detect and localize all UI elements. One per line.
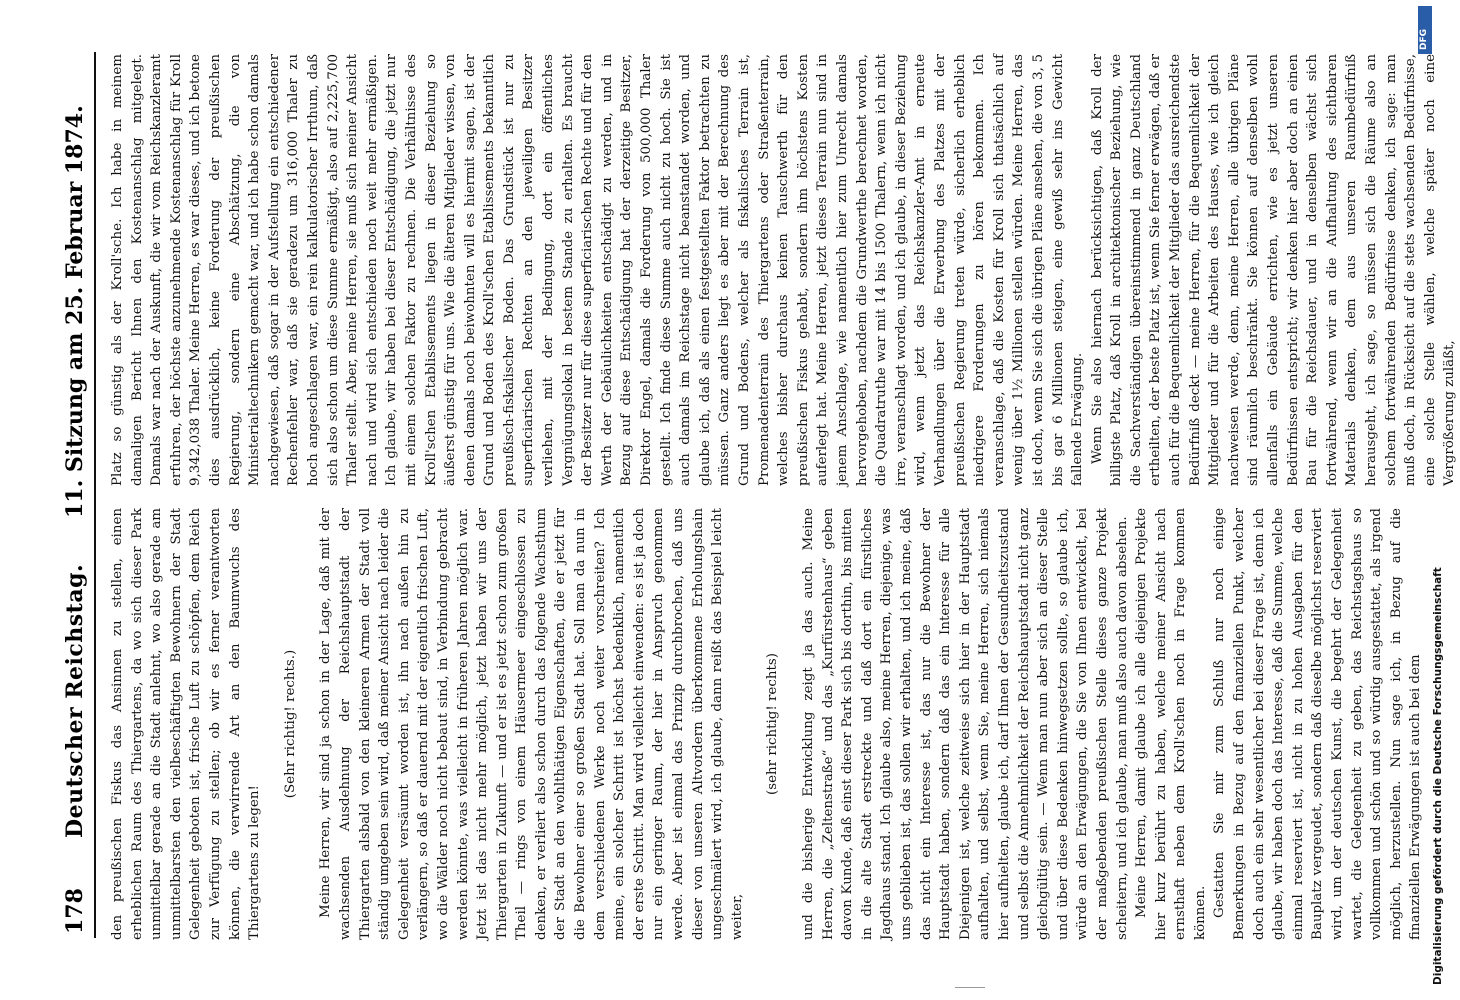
page-header [54, 52, 96, 938]
paragraph: Meine Herren, damit glaube ich alle diejenigen Projekte hier kurz berührt zu haben, welche meiner Ansicht nach ernsthaft neben dem Kroll'schen noch in Frage kommen können. [1134, 508, 1208, 940]
paragraph: Meine Herren, wir sind ja schon in der Lage, daß mit der wachsenden Ausdehnung der Reichshauptstadt der Thiergarten alsbald von den kleineren Armen der Stadt voll ständig umgeben sein wird, daß meiner Ansicht nach leider die Gelegenheit versäumt worden ist, ihn nach außen hin zu verlängern, so daß er dauernd mit der eigentlich frischen Luft, wo die Wälder noch nicht bebaut sind, in Verbindung gebracht werden könnte, was vielleicht in früheren Jahren möglich war. Jetzt ist das nicht mehr möglich, jetzt haben wir uns der Thiergarten in Zukunft — und er ist es jetzt schon zum großen Theil — rings von einem Häusermeer eingeschlossen zu denken, er verliert also schon durch das folgende Wachsthum der Stadt an den wohlthätigen Eigenschaften, die er jetzt für die Bewohner einer so großen Stadt hat. Soll man da nun in dem verschiedenen Werke noch weiter vorschreiten? Ich meine, ein solcher Schritt ist höchst bedenklich, namentlich der erste Schritt. Man wird vielleicht einwenden: es ist ja doch nur ein geringer Raum, der hier in Anspruch genommen werde. Aber ist einmal das Prinzip durchbrochen, daß uns dieser von unseren Altvordern überkommene Erholungshain ungeschmälert wird, ich glaube, dann reißt das Beispiel leicht weiter, [318, 508, 745, 940]
interjection: (sehr richtig! rechts) [765, 653, 781, 795]
page-number: 178 [62, 888, 88, 934]
session-title: 11. Sitzung am 25. Februar 1874. [62, 105, 88, 518]
paragraph: Platz so günstig als der Kroll'sche. Ich habe in meinem damaligen Bericht Ihnen den Kostenanschlag mitgelegt. Damals war nach der Auskunft, die wir vom Reichskanzleramt erfuhren, der höchste anzunehmende Kostenanschlag für Kroll 9,342,038 Thaler. Meine Herren, es war dieses, und ich betone dies ausdrücklich, keine Forderung der preußischen Regierung, sondern eine Abschätzung, die von Ministerialtechnikern gemacht war, und ich habe schon damals nachgewiesen, daß sogar in der Aufstellung ein entschiedener Rechenfehler war, daß sie geradezu um 316,000 Thaler zu hoch angeschlagen war, ein rein kalkulatorischer Irrthum, daß sich also schon um diese Summe ermäßigt, also auf 2,225,700 Thaler stellt. Aber, meine Herren, sie muß sich meiner Ansicht nach und wird sich entschieden noch weit mehr ermäßigen. Ich glaube, wir haben bei dieser Entschädigung, die jetzt nur mit einem solchen Faktor zu rechnen. Die Verhältnisse des Kroll'schen Etablissements liegen in dieser Beziehung so äußerst günstig für uns. Wie die älteren Mitglieder wissen, von denen damals noch beiwohnten will es hiermit sagen, ist der Grund und Boden des Kroll'schen Etablissements bekanntlich preußisch-fiskalischer Boden. Das Grundstück ist nur zu superficiarischen Rechten an den jeweiligen Besitzer verliehen, mit der Bedingung, dort ein öffentliches Vergnügungslokal in bestem Stande zu erhalten. Es braucht der Besitzer nur für diese superficiarischen Rechte und für den Werth der Gebäulichkeiten entschädigt zu werden, und in Bezug auf diese Entschädigung hat der derzeitige Besitzer, Direktor Engel, damals die Forderung von 500,000 Thaler gestellt. Ich finde diese Summe auch nicht zu hoch. Sie ist auch damals im Reichstage nicht beanstandet worden, und glaube ich, daß als einen festgestellten Faktor betrachten zu müssen. Ganz anders liegt es aber mit der Berechnung des Grund und Bodens, welcher als fiskalisches Terrain ist, Promenadenterrain des Thiergartens oder Straßenterrain, welches bisher durchaus keinen Tauschwerth für den preußischen Fiskus gehabt, sondern ihm höchstens Kosten auferlegt hat. Meine Herren, jetzt dieses Terrain nun sind in jenem Anschlage, wie namentlich hier zum Unrecht damals hervorgehoben, nachdem die Grundwerthe berechnet worden, die Quadratruthe war mit 14 bis 1500 Thalern, wenn ich nicht irre, veranschlagt worden, und ich glaube, in dieser Beziehung wird, wenn jetzt das Reichskanzler-Amt in erneute Verhandlungen über die Erwerbung des Platzes mit der preußischen Regierung treten würde, sicherlich erheblich niedrigere Forderungen zu hören bekommen. Ich veranschlage, daß die Kosten für Kroll sich thatsächlich auf wenig über 1½ Millionen stellen würden. Meine Herren, das ist doch, wenn Sie sich die übrigen Pläne ansehen, die von 3, 5 bis gar 6 Millionen steigen, eine gewiß sehr ins Gewicht fallende Erwägung. [110, 54, 1086, 486]
journal-title: Deutscher Reichstag. [62, 563, 88, 838]
digitization-credit: Digitalisierung gefördert durch die Deutsche Forschungsgemeinschaft [1432, 567, 1444, 985]
dfg-logo-icon [1418, 6, 1432, 54]
paragraph: und die bisherige Entwicklung zeigt ja das auch. Meine Herren, die „Zeltenstraße“ und das „Kurfürstenhaus“ geben davon Kunde, daß einst dieser Park sich bis dorthin, bis mitten in die alte Stadt erstreckte und daß dort ein fürstliches Jagdhaus stand. Ich glaube also, meine Herren, diejenige, was uns geblieben ist, das sollen wir erhalten, und ich meine, daß das nicht ein Interesse ist, das nur die Bewohner der Hauptstadt haben, sondern daß das ein Interesse für alle Diejenigen ist, welche zeitweise sich hier in der Hauptstadt aufhalten, und selbst, wenn Sie, meine Herren, sich niemals hier aufhielten, glaube ich, darf Ihnen der Gesundheitszustand und selbst die Annehmlichkeit der Reichshauptstadt nicht ganz gleichgültig sein. — Wenn man nun aber sich an dieser Stelle und über diese Bedenken hinwegsetzen sollte, so glaube ich, würde an den Erwägungen, die Sie von Ihnen entwickelt, bei der maßgebenden preußischen Stelle dieses ganze Projekt scheitern, und ich glaube, man muß also auch davon absehen. [801, 508, 1130, 940]
right-column [108, 54, 1458, 486]
dfg-logo-text: DFG [1419, 28, 1429, 50]
paragraph: Wenn Sie also hiernach berücksichtigen, daß Kroll der billigste Platz, daß Kroll in architektonischer Beziehung, wie die Sachverständigen übereinstimmend in ganz Deutschland ertheilten, der beste Platz ist, wenn Sie ferner erwägen, daß er auch für die Bequemlichkeit der Mitglieder das ausreichendste Bedürfniß deckt — meine Herren, für die Bequemlichkeit der Mitglieder und für die Arbeiten des Hauses, wie ich gleich nachweisen werde, denn, meine Herren, alle übrigen Pläne sind räumlich beschränkt. Sie können auf denselben wohl allenfalls ein Gebäude errichten, wie es jetzt unseren Bedürfnissen entspricht; wir denken hier aber doch an einen Bau für die Reichsdauer, und in denselben wächst sich fortwährend, wenn wir an die Aufhaltung des sichtbaren Materials denken, dem aus unseren Raumbedürfniß herausgeht, ich sage, so müssen sich die Räume also an solchem fortwährenden Bedürfnisse denken, ich sage: man muß doch, in Rücksicht auf die stets wachsenden Bedürfnisse, eine solche Stelle wählen, welche später noch eine Vergrößerung zuläßt, [1089, 54, 1458, 486]
paragraph: Gestatten Sie mir zum Schluß nur noch einige Bemerkungen in Bezug auf den finanziellen Punkt, welcher doch auch ein sehr wesentlicher bei dieser Frage ist, denn ich glaube, wir haben doch das Interesse, daß die Summe, welche einmal reserviert ist, nicht in zu hohen Ausgaben für den Bauplatz vergeudet, sondern daß dieselbe möglichst reserviert wird, um der deutschen Kunst, die begehrt der Gelegenheit wartet, die Gelegenheit zu geben, das Reichstagshaus so vollkommen und schön und so würdig ausgestattet, als irgend möglich, herzustellen. Nun sage ich, in Bezug auf die finanziellen Erwägungen ist auch bei dem [1212, 508, 1424, 940]
interjection: (Sehr richtig! rechts.) [282, 649, 298, 799]
paragraph: den preußischen Fiskus das Ansinnen zu stellen, einen erheblichen Raum des Thiergartens, da wo sich dieser Park unmittelbar gerade an die Stadt anlehnt, wo also gerade am unmittelbarsten den vielbeschäftigten Bewohnern der Stadt Gelegenheit geboten ist, frische Luft zu schöpfen, dem Reich zur Verfügung zu stellen; ob wir es ferner verantworten können, die verwirrende Art an den Baumwuchs des Thiergartens zu legen! [110, 508, 263, 940]
left-column [108, 508, 1424, 940]
scan-edge-mark [955, 981, 985, 988]
